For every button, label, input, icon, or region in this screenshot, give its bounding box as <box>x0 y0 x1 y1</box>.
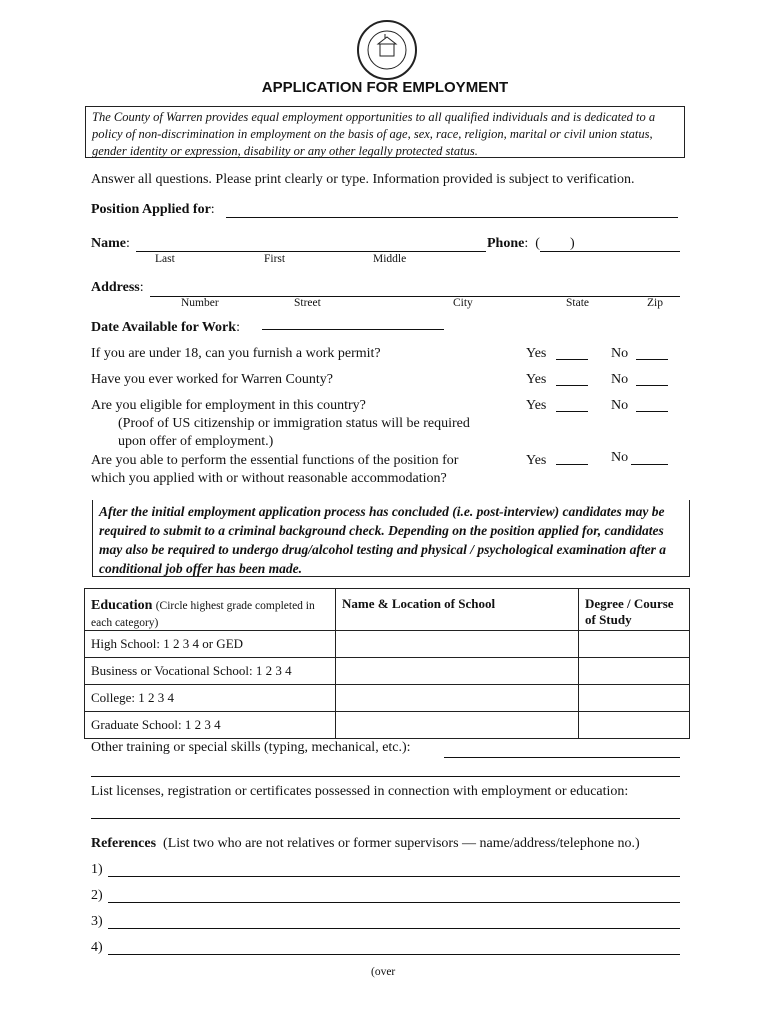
eeo-statement: The County of Warren provides equal employment opportunities to all qualified individuals and is dedicated to a policy of non-discrimination in employment on the basis of age, sex, race, religion, marital or civil union status, gender identity or expression, disability or any other legally protected status. <box>85 106 685 158</box>
phone-open-paren: ( <box>535 236 540 251</box>
other-training-field-2[interactable] <box>91 776 680 777</box>
essential-no-label: No <box>611 450 629 465</box>
eligible-no-label: No <box>611 398 629 413</box>
question-eligible-sub2: upon offer of employment.) <box>118 434 274 449</box>
worked-warren-yes-field[interactable] <box>556 385 588 386</box>
college-grade[interactable]: College: 1 2 3 4 <box>85 685 336 712</box>
date-available-label-group <box>91 320 240 336</box>
address-colon: : <box>139 280 144 295</box>
position-field[interactable] <box>226 217 678 218</box>
table-row <box>85 712 690 739</box>
phone-field[interactable] <box>540 251 680 252</box>
address-sub-state: State <box>566 297 589 309</box>
background-check-notice: After the initial employment application process has concluded (i.e. post-interview) candidates may be required to submit to a criminal background check. Depending on the position applied for, candidates may also be required to undergo drug/alcohol testing and physical / psychological examination after a conditional job offer has been made. <box>92 500 690 577</box>
name-field[interactable] <box>136 251 486 252</box>
work-permit-no-label: No <box>611 346 629 361</box>
date-available-field[interactable] <box>262 329 444 330</box>
eligible-yes-field[interactable] <box>556 411 588 412</box>
address-sub-street: Street <box>294 297 321 309</box>
college-name-cell[interactable] <box>336 685 579 712</box>
page-title: APPLICATION FOR EMPLOYMENT <box>261 79 509 96</box>
table-row <box>85 631 690 658</box>
degree-column-header: Degree / Course of Study <box>579 589 690 631</box>
education-header-row <box>85 589 690 631</box>
question-work-permit: If you are under 18, can you furnish a work permit? <box>91 346 381 361</box>
worked-warren-yes-label: Yes <box>526 372 547 387</box>
graduate-school-grade[interactable]: Graduate School: 1 2 3 4 <box>85 712 336 739</box>
education-table <box>84 588 690 739</box>
education-label: Education <box>91 598 153 613</box>
county-seal-icon <box>357 20 417 80</box>
name-label: Name <box>91 236 126 251</box>
seal-graphic <box>359 22 415 78</box>
reference-1-label: 1) <box>91 862 103 877</box>
reference-4-field[interactable] <box>108 954 680 955</box>
high-school-grade[interactable]: High School: 1 2 3 4 or GED <box>85 631 336 658</box>
name-sub-last: Last <box>155 253 175 265</box>
date-available-label: Date Available for Work <box>91 320 237 335</box>
name-colon: : <box>126 236 130 251</box>
reference-2-field[interactable] <box>108 902 680 903</box>
question-essential-functions-2: which you applied with or without reasonable accommodation? <box>91 471 447 486</box>
reference-4-label: 4) <box>91 940 103 955</box>
question-eligible-sub1: (Proof of US citizenship or immigration status will be required <box>118 416 470 431</box>
essential-yes-field[interactable] <box>556 464 588 465</box>
name-sub-middle: Middle <box>373 253 407 265</box>
vocational-school-degree-cell[interactable] <box>579 658 690 685</box>
work-permit-yes-label: Yes <box>526 346 547 361</box>
page-footer: (over <box>371 966 396 978</box>
question-eligible: Are you eligible for employment in this country? <box>91 398 366 413</box>
reference-3-field[interactable] <box>108 928 680 929</box>
references-note: (List two who are not relatives or former supervisors — name/address/telephone no.) <box>163 836 640 851</box>
address-sub-zip: Zip <box>647 297 663 309</box>
phone-label-group <box>487 236 540 252</box>
reference-2-label: 2) <box>91 888 103 903</box>
address-label-group <box>91 280 144 296</box>
date-available-colon: : <box>236 320 240 335</box>
licenses-label: List licenses, registration or certificates possessed in connection with employment or education: <box>91 784 629 799</box>
question-worked-warren: Have you ever worked for Warren County? <box>91 372 333 387</box>
graduate-school-name-cell[interactable] <box>336 712 579 739</box>
other-training-field[interactable] <box>444 757 680 758</box>
references-label: References <box>91 836 157 851</box>
table-row <box>85 658 690 685</box>
address-sub-city: City <box>453 297 473 309</box>
high-school-degree-cell[interactable] <box>579 631 690 658</box>
table-row <box>85 685 690 712</box>
licenses-field[interactable] <box>91 818 680 819</box>
other-training-label: Other training or special skills (typing, mechanical, etc.): <box>91 740 411 755</box>
eligible-yes-label: Yes <box>526 398 547 413</box>
work-permit-no-field[interactable] <box>636 359 668 360</box>
position-label-group <box>91 202 215 218</box>
college-degree-cell[interactable] <box>579 685 690 712</box>
position-label: Position Applied for <box>91 202 211 217</box>
address-field[interactable] <box>150 296 680 297</box>
reference-1-field[interactable] <box>108 876 680 877</box>
school-column-header: Name & Location of School <box>336 589 579 631</box>
graduate-school-degree-cell[interactable] <box>579 712 690 739</box>
vocational-school-grade[interactable]: Business or Vocational School: 1 2 3 4 <box>85 658 336 685</box>
work-permit-yes-field[interactable] <box>556 359 588 360</box>
address-sub-number: Number <box>181 297 219 309</box>
eligible-no-field[interactable] <box>636 411 668 412</box>
education-header-cell <box>85 589 336 631</box>
phone-close-paren: ) <box>570 236 575 251</box>
position-colon: : <box>210 202 215 217</box>
address-label: Address <box>91 280 140 295</box>
worked-warren-no-label: No <box>611 372 629 387</box>
essential-yes-label: Yes <box>526 453 547 468</box>
name-sub-first: First <box>264 253 286 265</box>
instructions: Answer all questions. Please print clearly or type. Information provided is subject to verification. <box>91 172 635 187</box>
reference-3-label: 3) <box>91 914 103 929</box>
question-essential-functions: Are you able to perform the essential functions of the position for <box>91 453 459 468</box>
education-note: (Circle highest grade completed in each category) <box>91 600 315 629</box>
references-heading <box>91 836 640 852</box>
essential-no-field[interactable] <box>631 464 668 465</box>
name-label-group <box>91 236 130 252</box>
worked-warren-no-field[interactable] <box>636 385 668 386</box>
phone-colon: : <box>524 236 529 251</box>
vocational-school-name-cell[interactable] <box>336 658 579 685</box>
high-school-name-cell[interactable] <box>336 631 579 658</box>
phone-label: Phone <box>487 236 525 251</box>
